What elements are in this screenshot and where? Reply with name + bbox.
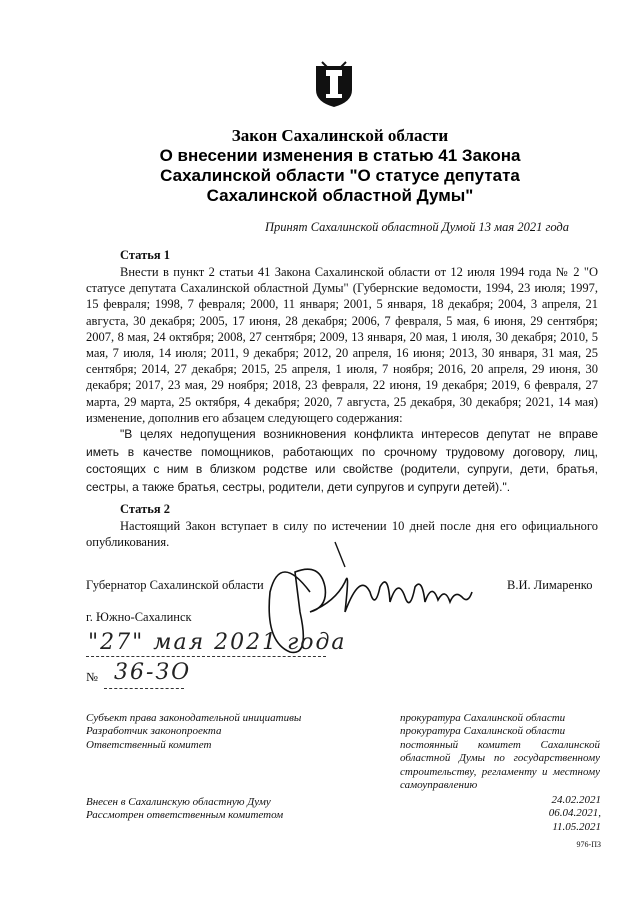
signatory-name: В.И. Лимаренко: [507, 578, 593, 592]
article-2-heading: Статья 2: [120, 502, 170, 516]
document-code: 976-ПЗ: [576, 840, 601, 849]
handwritten-number: 36-ЗО: [114, 660, 192, 685]
footer-right-values: [400, 712, 600, 792]
article-1-quote-block: [86, 426, 598, 496]
article-1-quote: "В целях недопущения возникновения конфликта интересов депутат не вправе иметь в качестве помощников, работающих по срочному трудовому договору, лиц, состоящих с ним в близком родстве или свойстве (родители, супруги, дети, братья, сестры, а также братья, сестры, родители, дети супругов и супруги детей).".: [86, 427, 598, 494]
reviewed-label: Рассмотрен ответственным комитетом: [86, 809, 284, 822]
responsible-committee-value: постоянный комитет Сахалинской областной Думы по государственному строительству, регламенту и местному самоуправлению: [400, 738, 600, 792]
submitted-label: Внесен в Сахалинскую областную Думу: [86, 796, 271, 808]
developer-value: прокуратура Сахалинской области: [400, 725, 566, 738]
law-title: [60, 126, 620, 206]
initiative-subject-label: Субъект права законодательной инициативы: [86, 712, 302, 724]
handwritten-date: "27" мая 2021 года: [88, 630, 347, 655]
developer-label: Разработчик законопроекта: [86, 725, 222, 738]
adoption-note: Принят Сахалинской областной Думой 13 мая 2021 года: [265, 220, 569, 234]
reviewed-date-1: 06.04.2021,: [548, 807, 601, 820]
number-prefix: №: [86, 670, 98, 684]
article-1-body: [86, 264, 598, 426]
responsible-committee-label: Ответственный комитет: [86, 738, 212, 751]
submitted-date: 24.02.2021: [551, 794, 601, 806]
title-line-2: О внесении изменения в статью 41 Закона: [159, 146, 521, 165]
number-underline: [104, 688, 184, 689]
initiative-subject-value: прокуратура Сахалинской области: [400, 712, 566, 724]
title-line-1: Закон Сахалинской области: [231, 126, 449, 145]
article-2-text: Настоящий Закон вступает в силу по истечении 10 дней после дня его официального опубликования.: [86, 519, 598, 550]
reviewed-date-2: 11.05.2021: [552, 820, 601, 833]
footer-dates: [549, 794, 601, 834]
article-1-heading: Статья 1: [120, 248, 170, 262]
coat-of-arms-icon: [314, 60, 354, 108]
date-underline: [86, 656, 326, 657]
footer-left-labels: [86, 712, 386, 752]
city: г. Южно-Сахалинск: [86, 610, 192, 624]
title-line-3: Сахалинской области "О статусе депутата: [160, 166, 520, 185]
title-line-4: Сахалинской областной Думы": [206, 186, 474, 205]
signatory-position: Губернатор Сахалинской области: [86, 578, 264, 592]
footer-procedure-labels: [86, 796, 386, 823]
article-1-text: Внести в пункт 2 статьи 41 Закона Сахалинской области от 12 июля 1994 года № 2 "О статусе депутата Сахалинской областной Думы" (Губернские ведомости, 1994, 23 июля; 1997, 15 февраля; 1998, 7 февраля; 2000, 11 января; 2001, 5 января, 18 декабря; 2004, 3 апреля, 21 августа, 30 декабря; 2005, 17 июня, 28 декабря; 2006, 7 февраля, 5 мая, 6 июня, 29 сентября; 2007, 8 мая, 24 октября; 2008, 27 сентября; 2009, 13 января, 20 мая, 1 июля, 30 декабря; 2010, 5 мая, 7 июля, 14 июля; 2011, 9 декабря; 2012, 20 апреля, 16 июня; 2013, 30 января, 31 мая, 25 сентября; 2014, 27 декабря; 2015, 25 апреля, 1 июля, 7 ноября; 2016, 20 апреля, 29 июня, 30 декабря; 2017, 23 мая, 29 ноября; 2018, 23 февраля, 22 июня, 19 декабря; 2019, 6 февраля, 27 марта, 29 марта, 25 октября, 4 декабря; 2020, 7 августа, 25 декабря, 30 декабря; 2021, 14 мая) изменение, дополнив его абзацем следующего содержания:: [86, 265, 598, 425]
